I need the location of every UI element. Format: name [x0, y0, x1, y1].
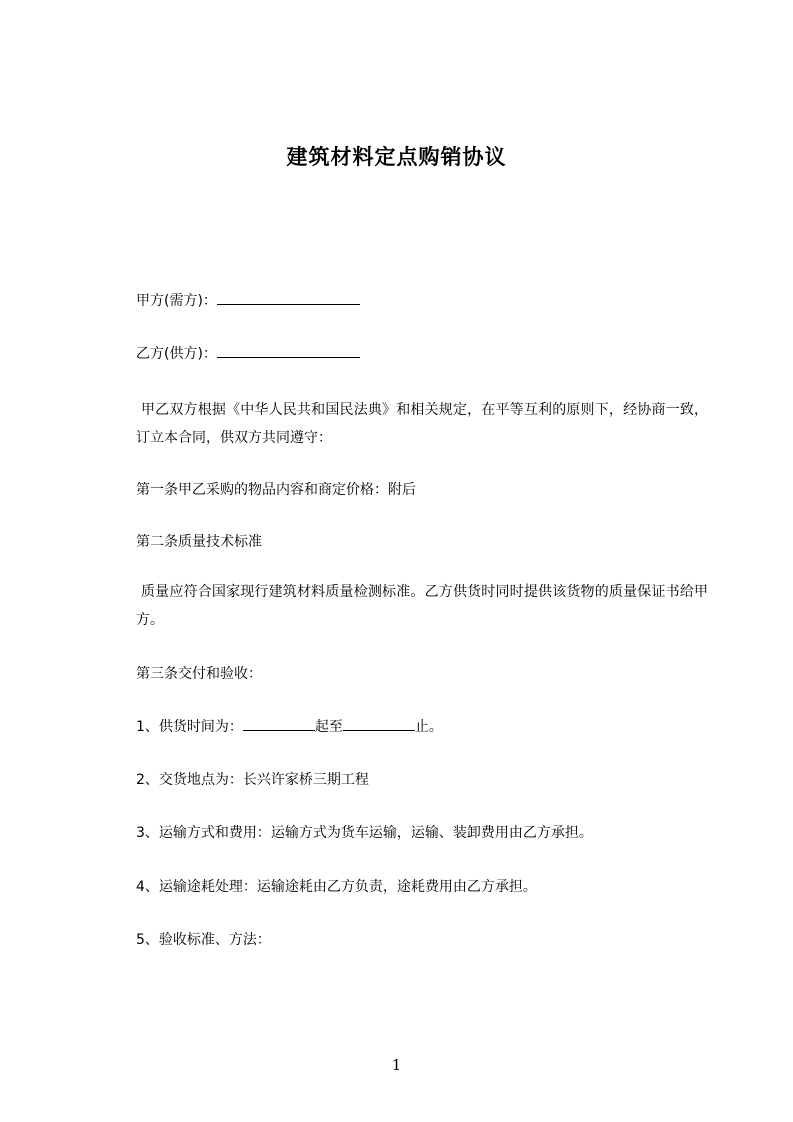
party-b-label: 乙方(供方)：	[136, 346, 217, 362]
end-date-blank	[343, 716, 415, 731]
party-b-blank	[217, 343, 360, 358]
item-3: 3、运输方式和费用：运输方式为货车运输，运输、装卸费用由乙方承担。	[136, 825, 593, 841]
item-1-prefix: 1、供货时间为：	[136, 719, 243, 735]
party-a-line	[136, 290, 360, 312]
party-a-blank	[217, 290, 360, 305]
party-b-line	[136, 343, 360, 365]
item-4: 4、运输途耗处理：运输途耗由乙方负责，途耗费用由乙方承担。	[136, 879, 537, 895]
party-a-label: 甲方(需方)：	[136, 293, 217, 309]
page-number: 1	[391, 1056, 402, 1074]
article-2-heading: 第二条质量技术标准	[136, 534, 262, 550]
item-1-middle: 起至	[314, 719, 343, 735]
intro-paragraph: 甲乙双方根据《中华人民共和国民法典》和相关规定，在平等互利的原则下，经协商一致，订立本合同，供双方共同遵守：	[136, 402, 708, 446]
item-1-line	[136, 716, 443, 738]
article-3-heading: 第三条交付和验收：	[136, 666, 262, 682]
article-1: 第一条甲乙采购的物品内容和商定价格：附后	[136, 482, 416, 498]
item-5: 5、验收标准、方法：	[136, 932, 271, 948]
item-2: 2、交货地点为：长兴许家桥三期工程	[136, 772, 369, 788]
start-date-blank	[243, 716, 315, 731]
article-2-body: 质量应符合国家现行建筑材料质量检测标准。乙方供货时同时提供该货物的质量保证书给甲方。	[136, 584, 708, 628]
item-1-suffix: 止。	[414, 719, 443, 735]
document-title: 建筑材料定点购销协议	[286, 145, 507, 169]
